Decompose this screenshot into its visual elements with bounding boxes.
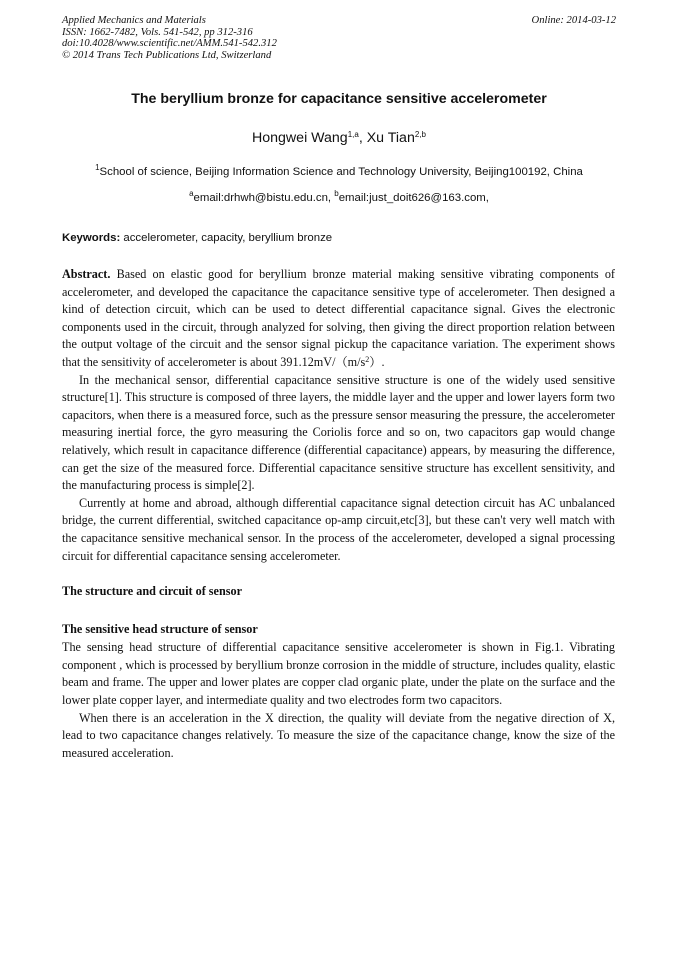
author-line (0, 130, 678, 146)
author-separator: , (358, 130, 367, 146)
author-2: Xu Tian (366, 130, 415, 146)
email-a: email:drhwh@bistu.edu.cn, (193, 192, 335, 204)
doi-line: doi:10.4028/www.scientific.net/AMM.541-542.312 (62, 38, 277, 50)
subsection-heading: The sensitive head structure of sensor (62, 621, 258, 636)
affiliation (0, 163, 678, 178)
journal-name: Applied Mechanics and Materials (62, 15, 206, 26)
abstract-label: Abstract. (62, 267, 111, 281)
affiliation-sup: 1 (95, 163, 100, 172)
body-paragraph-3: The sensing head structure of differential capacitance sensitive accelerometer is shown in Fig.1. Vibrating component , which is processed by beryllium bronze corrosion in the middle of structure, includes quality, elastic beam and frame. The upper and lower plates are copper clad organic plate, under the plate on the surface and the lower plate copper layer, and intermediate quality and two electrodes form two capacitors. (62, 640, 615, 708)
email-b-sup: b (334, 189, 339, 198)
section-heading: The structure and circuit of sensor (62, 584, 242, 599)
author-1: Hongwei Wang (252, 130, 348, 146)
online-date: Online: 2014-03-12 (531, 15, 616, 26)
email-b: email:just_doit626@163.com, (338, 192, 489, 204)
abstract-sup: 2 (365, 354, 370, 364)
author-2-sup: 2,b (414, 130, 426, 139)
keywords-label: Keywords: (62, 232, 121, 244)
body-paragraph-2: Currently at home and abroad, although differential capacitance signal detection circuit has AC unbalanced bridge, the current differential, switched capacitance op-amp circuit,etc[3], but these can't very well match with the capacitance sensitive mechanical sensor. In the process of the accelerometer, developed a signal processing circuit for differential capacitance sensing accelerometer. (62, 495, 615, 563)
journal-header (62, 15, 277, 61)
paper-title: The beryllium bronze for capacitance sensitive accelerometer (131, 91, 547, 107)
email-a-sup: a (189, 189, 194, 198)
abstract-text: Based on elastic good for beryllium bronze material making sensitive vibrating components of accelerometer, and developed the capacitance the capacitance sensitive type of accelerometer. Then designed a kind of detection circuit, which can be used to detect differential capacitance signal. Gives the electronic components used in the circuit, through analyzed for solving, then giving the direct proportion relation between the output voltage of the circuit and the sensor signal pickup the capacitance variation. The experiment shows that the sensitivity of accelerometer is about 391.12mV/（m/s (62, 267, 615, 369)
abstract-paragraph (62, 266, 615, 372)
keywords (62, 232, 332, 244)
copyright-line: © 2014 Trans Tech Publications Ltd, Switzerland (62, 49, 272, 61)
abstract-end: ）. (369, 354, 385, 369)
body-paragraph-1: In the mechanical sensor, differential capacitance sensitive structure is one of the widely used sensitive structure[1]. This structure is composed of three layers, the middle layer and the upper and lower layers form two capacitors, when there is a measured force, such as the pressure sensor measuring the pressure, the accelerometer measuring inertial force, the gyro measuring the Coriolis force and so on, two capacitors gap would change relatively, which result in capacitance difference (differential capacitance) appears, by measuring the difference, can get the size of the measured force. Differential capacitance sensitive structure has excellent sensitivity, and the manufacturing process is simple[2]. (62, 372, 615, 493)
email-line (0, 189, 678, 204)
body-paragraph-4: When there is an acceleration in the X direction, the quality will deviate from the negative direction of X, lead to two capacitance changes relatively. To measure the size of the capacitance change, know the size of the measured acceleration. (62, 710, 615, 760)
paper-body (62, 266, 615, 762)
keywords-text: accelerometer, capacity, beryllium bronze (120, 232, 333, 244)
author-1-sup: 1,a (347, 130, 359, 139)
affiliation-text: School of science, Beijing Information Science and Technology University, Beijing100192, China (99, 166, 583, 178)
issn-line: ISSN: 1662-7482, Vols. 541-542, pp 312-316 (62, 26, 253, 38)
